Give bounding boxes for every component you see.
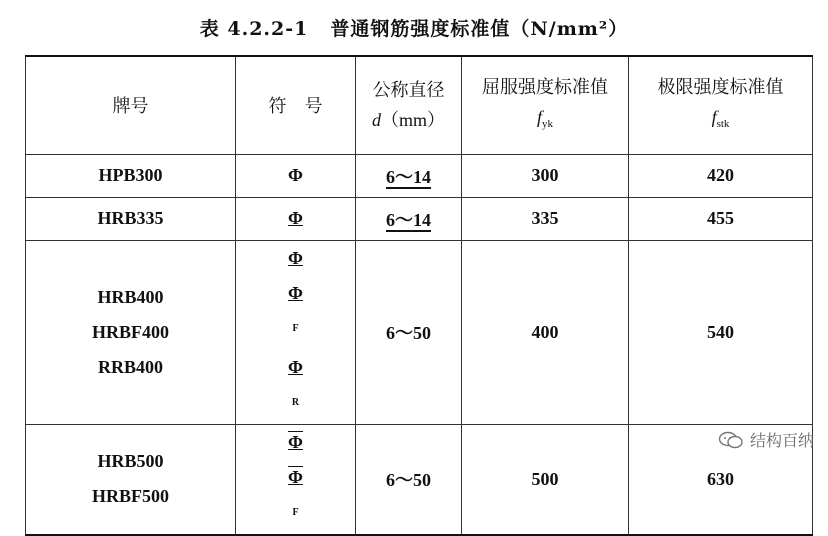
header-row — [26, 56, 813, 154]
ultimate-var: f — [711, 106, 717, 127]
header-ultimate-label: 极限强度标准值 — [657, 76, 784, 98]
table-caption — [0, 14, 828, 41]
watermark — [718, 428, 814, 451]
diameter-cell: 6～50 — [356, 424, 462, 535]
yield-var: f — [536, 106, 542, 127]
rebar-symbol-icon: Φ — [288, 165, 303, 185]
header-ultimate — [629, 56, 813, 154]
header-diameter-label: 公称直径 — [372, 80, 445, 102]
diameter-unit: （mm） — [380, 110, 445, 131]
watermark-text: 结构百纳 — [749, 431, 814, 450]
grade-cell: HRB335 — [26, 197, 236, 240]
ultimate-cell: 420 — [629, 154, 813, 197]
header-diameter — [356, 56, 462, 154]
yield-cell: 500 — [462, 424, 629, 535]
symbol-cell — [236, 197, 356, 240]
header-symbol: 符 号 — [236, 56, 356, 154]
yield-sub: yk — [542, 117, 553, 130]
yield-cell: 400 — [462, 240, 629, 424]
header-yield — [462, 56, 629, 154]
rebar-strength-table — [25, 55, 813, 536]
table-row — [26, 240, 813, 424]
table-row — [26, 154, 813, 197]
ultimate-cell: 540 — [629, 240, 813, 424]
table-row — [26, 197, 813, 240]
rebar-symbol-icon: Φ — [288, 208, 303, 228]
diameter-cell: 6～14 — [356, 154, 462, 197]
header-yield-label: 屈服强度标准值 — [482, 76, 608, 98]
header-grade: 牌号 — [26, 56, 236, 154]
wechat-icon — [718, 431, 744, 449]
rebar-symbol-icon: Φ $^F$ — [288, 466, 303, 518]
rebar-symbol-icon: Φ $^R$ — [288, 356, 303, 408]
diameter-cell: 6～14 — [356, 197, 462, 240]
grade-cell: HPB300 — [26, 154, 236, 197]
symbol-cell — [236, 424, 356, 535]
table-title: 普通钢筋强度标准值（N/mm²） — [330, 18, 629, 40]
grade-cell: HRB500 HRBF500 — [26, 424, 236, 535]
symbol-cell — [236, 240, 356, 424]
rebar-symbol-icon: Φ $^F$ — [288, 282, 303, 334]
yield-cell: 300 — [462, 154, 629, 197]
diameter-cell: 6～50 — [356, 240, 462, 424]
ultimate-cell: 630 — [629, 424, 813, 535]
table-row — [26, 424, 813, 535]
grade-cell: HRB400 HRBF400 RRB400 — [26, 240, 236, 424]
ultimate-sub: stk — [716, 117, 730, 130]
rebar-symbol-icon: Φ — [288, 247, 303, 268]
ultimate-cell: 455 — [629, 197, 813, 240]
symbol-cell — [236, 154, 356, 197]
table-number: 表 4.2.2-1 — [199, 18, 309, 40]
rebar-symbol-icon: Φ — [288, 431, 303, 452]
yield-cell: 335 — [462, 197, 629, 240]
diameter-var: d — [371, 110, 381, 131]
